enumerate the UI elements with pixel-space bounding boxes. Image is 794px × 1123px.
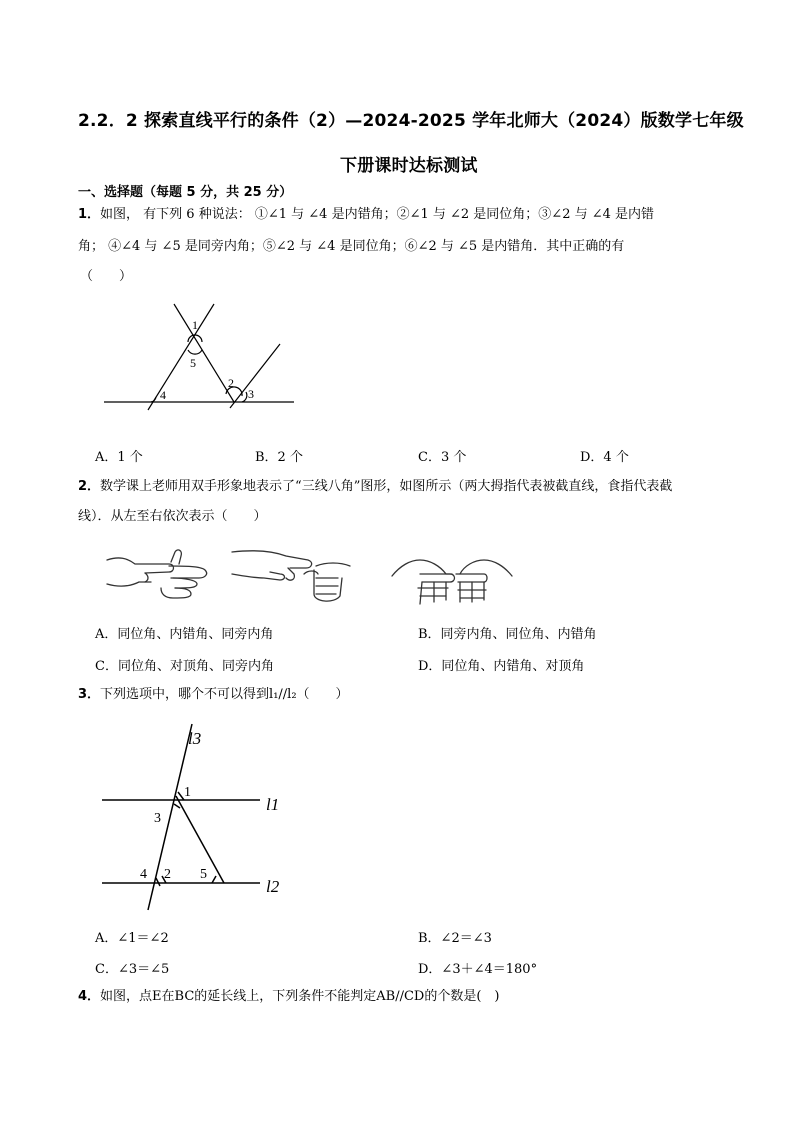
- q1-arc-5: [188, 350, 202, 354]
- q3-label-l3: l3: [188, 729, 202, 748]
- q2-option-a[interactable]: A．同位角、内错角、同旁内角: [95, 627, 274, 642]
- q2-text-line1: 数学课上老师用双手形象地表示了“三线八角”图形，如图所示（两大拇指代表被截直线，食指代表截: [100, 479, 673, 494]
- q3-label-l2: l2: [266, 877, 280, 896]
- q1-label-5: 5: [190, 356, 196, 370]
- hand-gesture-figure-1: [105, 548, 215, 606]
- q1-text-line3: （ ）: [80, 269, 133, 284]
- q3-option-d[interactable]: D．∠3＋∠4＝180°: [418, 962, 538, 977]
- q1-label-2: 2: [228, 376, 234, 390]
- q1-option-c[interactable]: C．3 个: [418, 450, 467, 465]
- q1-figure: [100, 300, 300, 412]
- q3-option-a[interactable]: A．∠1＝∠2: [95, 931, 169, 946]
- q3-label-1: 1: [184, 785, 191, 800]
- q3-text-line1: 下列选项中，哪个不可以得到l₁//l₂（ ）: [100, 687, 349, 702]
- q1-label-1: 1: [192, 318, 198, 332]
- page-title-line2: 下册课时达标测试: [340, 156, 478, 176]
- q3-label-5: 5: [200, 867, 207, 882]
- q4-text-line1: 如图，点E在BC的延长线上，下列条件不能判定AB//CD的个数是( ): [100, 989, 500, 1004]
- q2-option-d[interactable]: D．同位角、内错角、对顶角: [418, 659, 585, 674]
- q3-label-4: 4: [140, 867, 147, 882]
- hand-gesture-figure-2: [230, 548, 355, 606]
- q3-option-c[interactable]: C．∠3＝∠5: [95, 962, 170, 977]
- q1-label-3: 3: [248, 387, 254, 401]
- q3-label-l1: l1: [266, 795, 280, 814]
- hand-gesture-figure-3: [390, 552, 515, 608]
- q3-figure: [100, 718, 300, 914]
- q4-number: 4．: [78, 989, 101, 1004]
- q1-text-line2: 角； ④∠4 与 ∠5 是同旁内角；⑤∠2 与 ∠4 是同位角；⑥∠2 与 ∠5 是内错角．其中正确的有: [78, 239, 625, 254]
- q2-option-b[interactable]: B．同旁内角、同位角、内错角: [418, 627, 597, 642]
- q1-right-line: [230, 344, 280, 408]
- q2-number: 2．: [78, 479, 101, 494]
- q3-mark-3: [174, 804, 180, 808]
- q2-text-line2: 线）．从左至右依次表示（ ）: [78, 509, 267, 524]
- q3-mark-4: [156, 878, 160, 886]
- q1-option-a[interactable]: A．1 个: [95, 450, 143, 465]
- q1-left-transversal: [148, 304, 214, 410]
- q1-option-b[interactable]: B．2 个: [255, 450, 303, 465]
- q2-line1: [78, 478, 672, 496]
- q3-number: 3．: [78, 687, 101, 702]
- q3-mark-5: [212, 876, 216, 883]
- q1-label-4: 4: [160, 388, 166, 402]
- section-header: 一、选择题（每题 5 分，共 25 分）: [78, 185, 293, 200]
- q3-option-b[interactable]: B．∠2＝∠3: [418, 931, 492, 946]
- q2-option-c[interactable]: C．同位角、对顶角、同旁内角: [95, 659, 274, 674]
- q3-line1: [78, 686, 349, 704]
- q3-label-3: 3: [154, 811, 161, 826]
- q1-arc-4: [151, 397, 156, 402]
- q1-option-d[interactable]: D．4 个: [580, 450, 629, 465]
- q1-arc-3: [242, 392, 247, 402]
- q1-line1: [78, 206, 654, 224]
- q1-text-line1: 如图， 有下列 6 种说法： ①∠1 与 ∠4 是内错角；②∠1 与 ∠2 是同位角；③∠2 与 ∠4 是内错: [100, 207, 655, 222]
- q4-line1: [78, 988, 500, 1006]
- page-title-line1: 2.2．2 探索直线平行的条件（2）—2024-2025 学年北师大（2024）版数学七年级: [78, 111, 744, 131]
- q1-number: 1．: [78, 207, 101, 222]
- q3-label-2: 2: [164, 867, 171, 882]
